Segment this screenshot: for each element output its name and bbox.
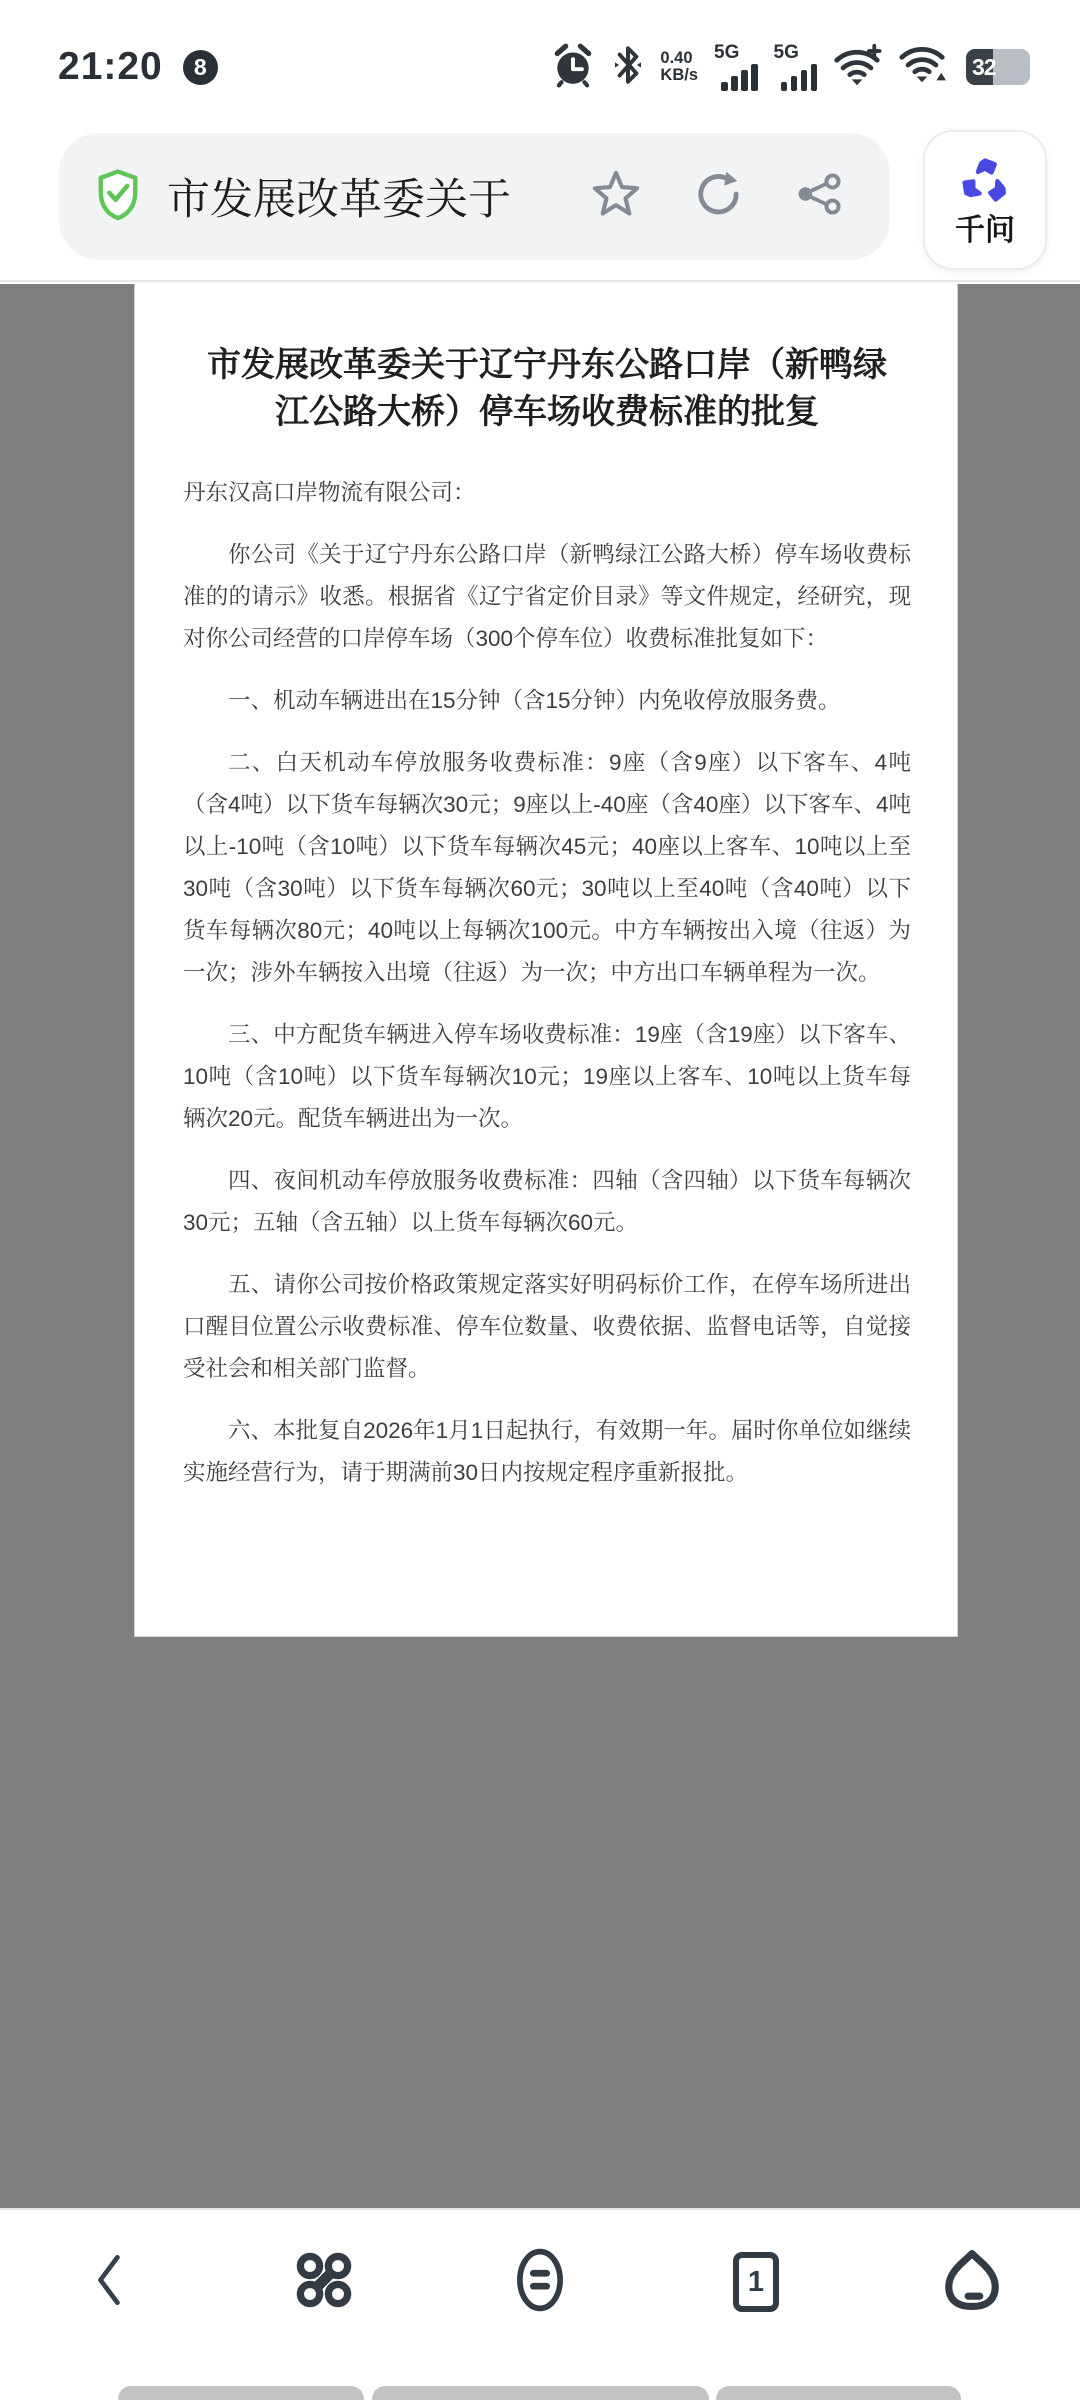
traffic-indicator (660, 50, 698, 84)
qianwen-assistant-button[interactable] (923, 130, 1047, 270)
quark-logo-button[interactable] (216, 2210, 432, 2400)
document-paragraph: 丹东汉高口岸物流有限公司： (183, 480, 476, 505)
qianwen-label: 千问 (955, 213, 1015, 247)
home-button[interactable] (864, 2210, 1080, 2400)
document-body (183, 472, 911, 1494)
gesture-bar-segment[interactable] (716, 2386, 961, 2400)
document-paragraph: 五、请你公司按价格政策规定落实好明码标价工作，在停车场所进出口醒目位置公示收费标准、停车位数量、收费依据、监督电话等，自觉接受社会和相关部门监督。 (183, 1272, 911, 1381)
tab-count: 1 (747, 2265, 765, 2298)
home-icon (941, 2249, 1003, 2316)
document-title: 市发展改革委关于辽宁丹东公路口岸（新鸭绿江公路大桥）停车场收费标准的批复 (207, 346, 887, 431)
signal-5g-icon-2 (773, 41, 818, 91)
status-left (58, 45, 218, 89)
menu-button[interactable] (432, 2210, 648, 2400)
document-card (134, 284, 958, 1637)
signal-bars (721, 64, 758, 91)
traffic-value: 0.40 (660, 49, 693, 67)
document-paragraph: 三、中方配货车辆进入停车场收费标准：19座（含19座）以下客车、10吨（含10吨）以下货车每辆次10元；19座以上客车、10吨以上货车每辆次20元。配货车辆进出为一次。 (183, 1022, 911, 1131)
browser-toolbar (0, 2208, 1080, 2400)
webpage-viewport[interactable] (0, 284, 1080, 2208)
url-query-text[interactable]: 市发展改革委关于 (167, 176, 511, 224)
status-bar (0, 0, 1080, 120)
gesture-bar-segment[interactable] (372, 2386, 709, 2400)
address-bar-row (0, 120, 1080, 282)
qwen-logo-icon (958, 154, 1012, 211)
status-right (550, 42, 1030, 93)
address-bar-actions (590, 169, 844, 224)
quark-logo-icon (292, 2248, 356, 2317)
document-paragraph: 一、机动车辆进出在15分钟（含15分钟）内免收停放服务费。 (228, 688, 841, 713)
address-bar[interactable] (59, 133, 890, 260)
gesture-bar-segment[interactable] (118, 2386, 364, 2400)
menu-icon (514, 2248, 566, 2317)
bluetooth-icon (611, 42, 645, 93)
battery-icon (966, 49, 1030, 85)
wifi-direct-icon (897, 43, 947, 92)
clock: 21:20 (58, 45, 163, 88)
back-button[interactable] (0, 2210, 216, 2400)
traffic-unit: KB/s (660, 66, 698, 84)
document-paragraph: 六、本批复自2026年1月1日起执行，有效期一年。届时你单位如继续实施经营行为，请于期满前30日内按规定程序重新报批。 (183, 1418, 911, 1485)
wifi-plus-icon (832, 43, 882, 92)
network-type-label: 5G (773, 41, 799, 63)
security-shield-icon (95, 168, 141, 226)
back-icon (91, 2250, 125, 2315)
document-paragraph: 二、白天机动车停放服务收费标准：9座（含9座）以下客车、4吨（含4吨）以下货车每辆次30元；9座以上-40座（含40座）以下客车、4吨以上-10吨（含10吨）以下货车每辆次45元；40座以上客车、10吨以上至30吨（含30吨）以下货车每辆次60元；30吨以上至40吨（含40吨）以下货车每辆次80元；40吨以上每辆次100元。中方车辆按出入境（往返）为一次；涉外车辆按入出境（往返）为一次；中方出口车辆单程为一次。 (183, 750, 911, 985)
document-paragraph: 四、夜间机动车停放服务收费标准：四轴（含四轴）以下货车每辆次30元；五轴（含五轴）以上货车每辆次60元。 (183, 1168, 911, 1235)
tabs-icon (733, 2252, 779, 2312)
refresh-icon[interactable] (694, 169, 744, 224)
alarm-icon (550, 42, 596, 93)
document-paragraph: 你公司《关于辽宁丹东公路口岸（新鸭绿江公路大桥）停车场收费标准的的请示》收悉。根据省《辽宁省定价目录》等文件规定，经研究，现对你公司经营的口岸停车场（300个停车位）收费标准批复如下： (183, 542, 911, 651)
notification-count-badge: 8 (183, 50, 218, 85)
signal-5g-icon (713, 41, 758, 91)
battery-percent: 32 (972, 53, 996, 80)
share-icon[interactable] (796, 172, 844, 221)
signal-bars (781, 64, 818, 91)
network-type-label: 5G (714, 41, 740, 63)
tabs-button[interactable] (648, 2210, 864, 2400)
star-icon[interactable] (590, 169, 642, 224)
